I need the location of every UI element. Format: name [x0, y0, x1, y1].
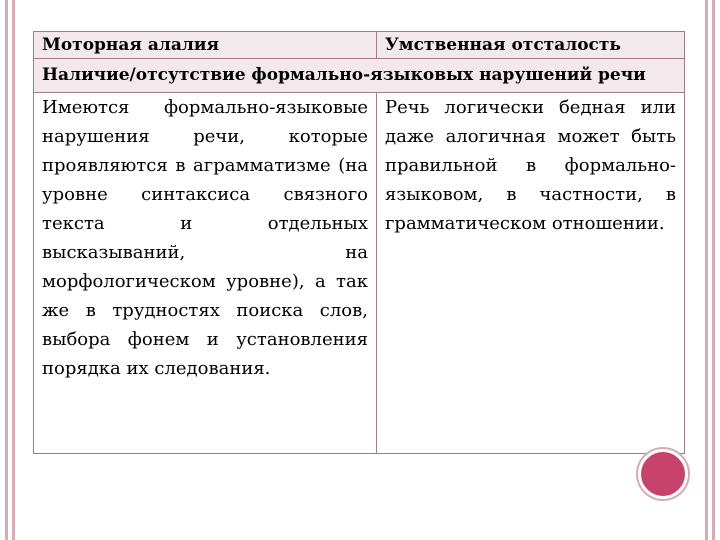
left-decorative-stripe: [5, 0, 8, 540]
body-cell-motor-alalia: Имеются формально-языковые нарушения речи, которые проявляются в аграмматизме (на уровне синтаксиса связного текста и отдельных высказываний, на морфологическом уровне), а так же в трудностях поиска слов, выбора фонем и установления порядка их следования.: [34, 93, 377, 454]
table-header-row: [34, 32, 685, 59]
header-cell-motor-alalia: Моторная алалия: [34, 32, 377, 59]
decorative-circle-badge: [638, 449, 688, 499]
subheader-cell: Наличие/отсутствие формально-языковых нарушений речи: [34, 59, 685, 93]
comparison-table: [33, 31, 685, 454]
header-cell-mental-retardation: Умственная отсталость: [377, 32, 685, 59]
left-decorative-stripe-inner: [12, 0, 15, 540]
right-decorative-stripe: [712, 0, 715, 540]
table-subheader-row: [34, 59, 685, 93]
body-cell-mental-retardation: Речь логически бедная или даже алогичная может быть правильной в формально-языковом, в частности, в грамматическом отношении.: [377, 93, 685, 454]
table-body-row: [34, 93, 685, 454]
right-decorative-stripe-inner: [705, 0, 708, 540]
